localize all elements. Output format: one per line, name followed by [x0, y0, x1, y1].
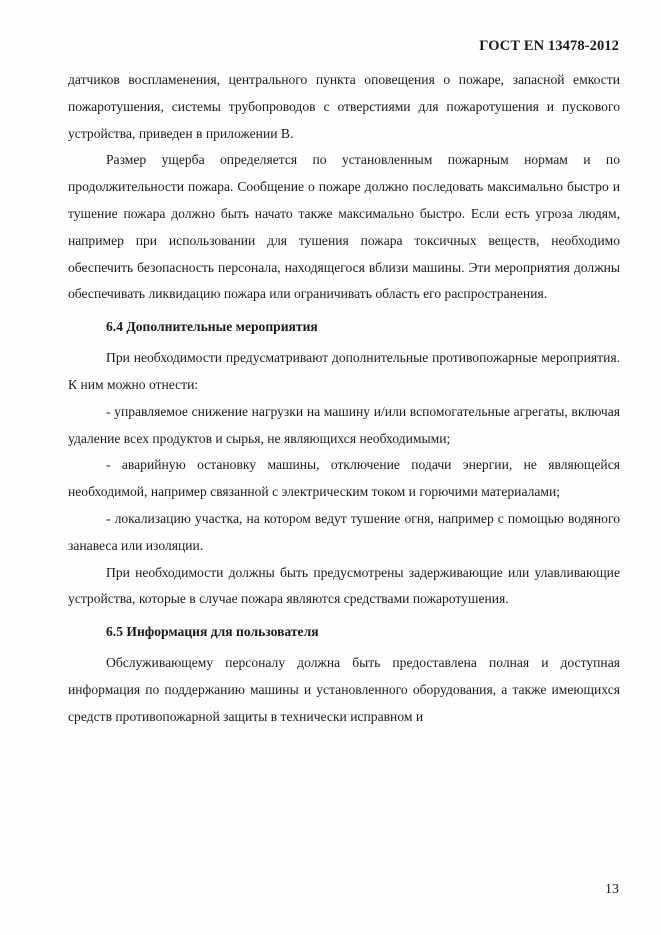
list-item-load-reduction: - управляемое снижение нагрузки на машину и/или вспомогательные агрегаты, включая удаление всех продуктов и сырья, не являющихся необходимыми;: [68, 403, 620, 446]
list-item-emergency-stop: - аварийную остановку машины, отключение подачи энергии, не являющейся необходимой, например связанной с электрическим током и горючими материалами;: [68, 457, 620, 500]
document-standard-id: ГОСТ EN 13478-2012: [479, 38, 619, 54]
page-number: 13: [605, 882, 619, 897]
paragraph-user-information: Обслуживающему персоналу должна быть предоставлена полная и доступная информация по поддержанию машины и установленного оборудования, а также имеющихся средств противопожарной защиты в технически исправном и: [68, 655, 620, 724]
section-heading-6-4: 6.4 Дополнительные мероприятия: [106, 319, 318, 335]
paragraph-additional-measures: При необходимости предусматривают дополнительные противопожарные мероприятия. К ним можно отнести:: [68, 350, 620, 392]
list-item-localization: - локализацию участка, на котором ведут тушение огня, например с помощью водяного занавеса или изоляции.: [68, 510, 620, 553]
paragraph-retaining-devices: При необходимости должны быть предусмотрены задерживающие или улавливающие устройства, которые в случае пожара являются средствами пожаротушения.: [68, 564, 620, 607]
paragraph-continuation: датчиков воспламенения, центрального пункта оповещения о пожаре, запасной емкости пожаротушения, системы трубопроводов с отверстиями для пожаротушения и пускового устройства, приведен в приложении В.: [68, 72, 620, 141]
document-body: [68, 67, 620, 731]
section-heading-6-5: 6.5 Информация для пользователя: [106, 624, 319, 640]
paragraph-damage-size: Размер ущерба определяется по установленным пожарным нормам и по продолжительности пожара. Сообщение о пожаре должно последовать максимально быстро и тушение пожара должно быть начато также максимально быстро. Если есть угроза людям, например при использовании для тушения пожара токсичных веществ, необходимо обеспечить безопасность персонала, находящегося вблизи машины. Эти мероприятия должны обеспечивать ликвидацию пожара или ограничивать область его распространения.: [68, 152, 620, 302]
